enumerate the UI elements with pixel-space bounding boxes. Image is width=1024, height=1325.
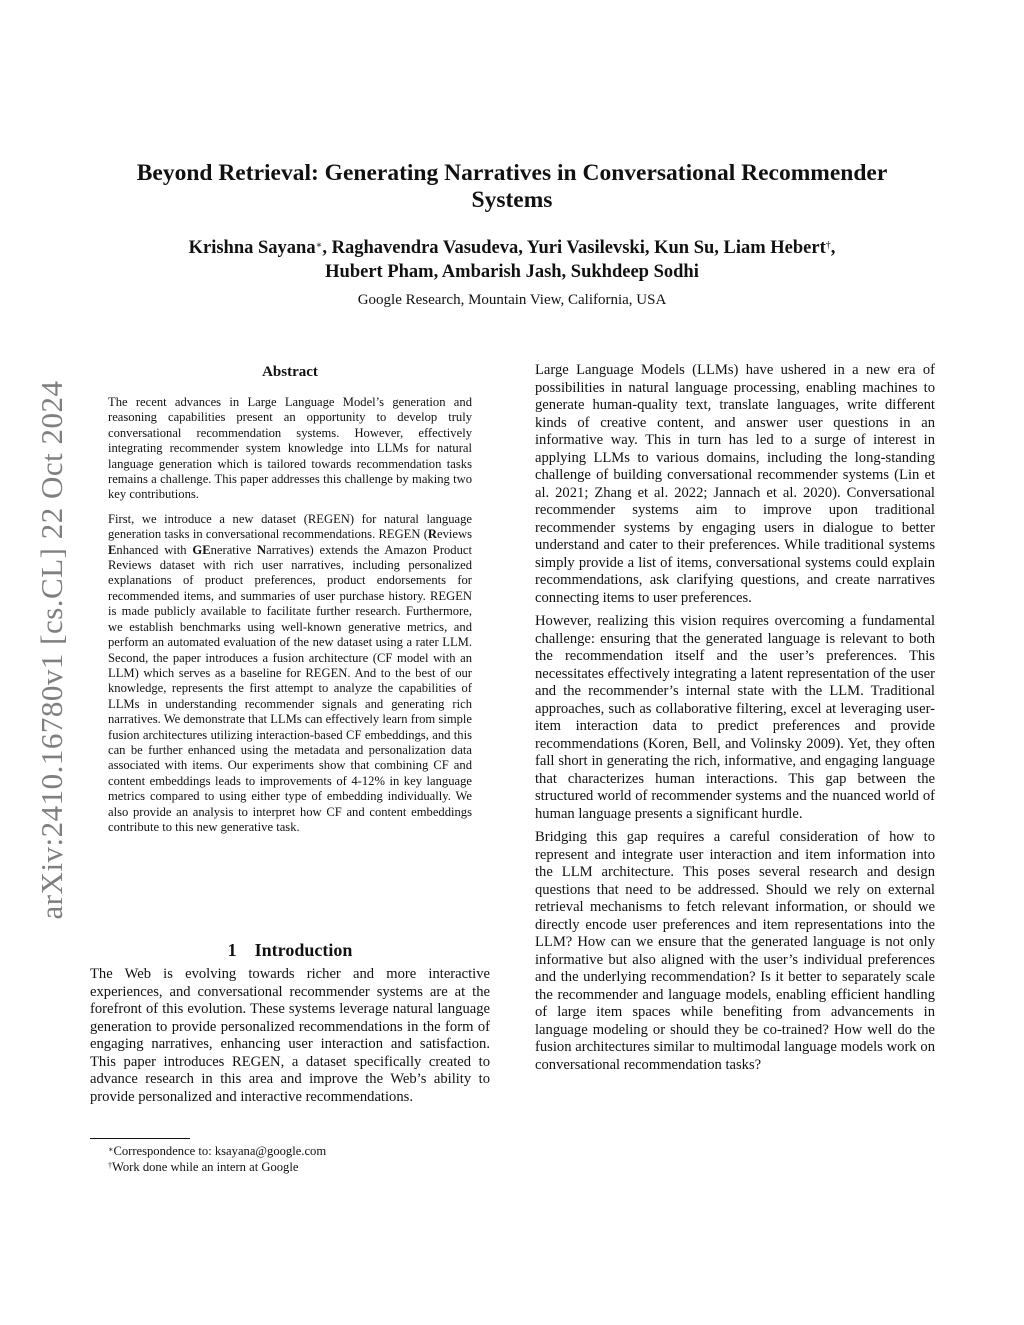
body-paragraph: Large Language Models (LLMs) have ushered in a new era of possibilities in natural language processing, enabling machines to generate human-quality text, translate languages, write different kinds of creative content, and answer user questions in an informative way. This in turn has led to a surge of interest in applying LLMs to various domains, including the long-standing challenge of building conversational recommender systems (Lin et al. 2021; Zhang et al. 2022; Jannach et al. 2020). Conversational recommender systems aim to improve upon traditional recommender systems by engaging users in dialogue to better understand and cater to their preferences. While traditional systems simply provide a list of items, conversational systems could explain recommendations, ask clarifying questions, and create narratives connecting items to user preferences.: [535, 362, 935, 606]
footnote-rule: [90, 1138, 190, 1139]
arxiv-watermark: arXiv:2410.16780v1 [cs.CL] 22 Oct 2024: [34, 380, 69, 920]
footnote-correspondence: ∗Correspondence to: ksayana@google.com: [108, 1144, 327, 1158]
body-paragraph: However, realizing this vision requires overcoming a fundamental challenge: ensuring that the generated language is relevant to both the recommendation itself and the user’s preferences. This necessitates effectively integrating a latent representation of the user and the recommender’s internal state with the LLM. Traditional approaches, such as collaborative filtering, excel at leveraging user-item interaction data to predict preferences and provide recommendations (Koren, Bell, and Volinsky 2009). Yet, they often fall short in generating the rich, informative, and engaging language that characterizes human interactions. This gap between the structured world of recommender systems and the nuanced world of human language presents a significant hurdle.: [535, 613, 935, 822]
author-names-line2: Hubert Pham, Ambarish Jash, Sukhdeep Sodhi: [325, 262, 699, 282]
author-list: [100, 236, 924, 284]
author-mark-correspondence: ∗: [315, 240, 323, 251]
section-number: 1: [227, 940, 237, 960]
body-paragraph: The Web is evolving towards richer and more interactive experiences, and conversational recommender systems are at the forefront of this evolution. These systems leverage natural language generation to provide personalized recommendations in the form of engaging narratives, enhancing user interaction and satisfaction. This paper introduces REGEN, a dataset specifically created to advance research in this area and improve the Web’s ability to provide personalized and interactive recommendations.: [90, 966, 490, 1105]
abstract-paragraph: The recent advances in Large Language Model’s generation and reasoning capabilities present an opportunity to develop truly conversational recommendation systems. However, effectively integrating recommender system knowledge into LLMs for natural language generation which is tailored towards recommendation tasks remains a challenge. This paper addresses this challenge by making two key contributions.: [108, 395, 472, 502]
footnotes: [108, 1143, 488, 1175]
footnote-intern: †Work done while an intern at Google: [108, 1160, 299, 1174]
abstract-paragraph: First, we introduce a new dataset (REGEN) for natural language generation tasks in conversational recommendations. REGEN (Reviews Enhanced with GEnerative Narratives) extends the Amazon Product Reviews dataset with rich user narratives, including personalized explanations of product preferences, product endorsements for recommended items, and summaries of user purchase history. REGEN is made publicly available to facilitate further research. Furthermore, we establish benchmarks using well-known generative metrics, and perform an automated evaluation of the new dataset using a rater LLM. Second, the paper introduces a fusion architecture (CF model with an LLM) which serves as a baseline for REGEN. And to the best of our knowledge, represents the first attempt to analyze the capabilities of LLMs in understanding recommender signals and generating rich narratives. We demonstrate that LLMs can effectively learn from simple fusion architectures utilizing interaction-based CF embeddings, and this can be further enhanced using the metadata and personalization data associated with items. Our experiments show that combining CF and content embeddings leads to improvements of 4-12% in key language metrics compared to using either type of embedding individually. We also provide an analysis to interpret how CF and content embeddings contribute to this new generative task.: [108, 511, 472, 834]
section-heading-introduction: [90, 940, 490, 961]
author-names: , Raghavendra Vasudeva, Yuri Vasilevski, Kun Su, Liam Hebert: [322, 238, 826, 258]
section-title: Introduction: [254, 940, 353, 960]
body-paragraph: Bridging this gap requires a careful consideration of how to represent and integrate user interaction and item information into the LLM architecture. This poses several research and design questions that need to be addressed. Should we rely on external retrieval mechanisms to fetch relevant information, or should we directly encode user preferences and item representations into the LLM? How can we ensure that the generated language is not only informative but also aligned with the user’s individual preferences and the underlying recommendation? Is it better to separately scale the recommender and language models, enabling efficient handling of large item spaces while benefiting from advancements in language modeling or should they be co-trained? How well do the fusion architectures similar to multimodal language models work on conversational recommendation tasks?: [535, 829, 935, 1073]
author-first: Krishna Sayana: [188, 238, 316, 258]
affiliation: Google Research, Mountain View, California, USA: [357, 292, 667, 308]
abstract-body: [108, 395, 472, 844]
paper-title: Beyond Retrieval: Generating Narratives in Conversational Recommender Systems: [136, 160, 888, 213]
author-mark-intern: †: [825, 240, 831, 251]
right-column: [535, 362, 935, 1080]
introduction-body: [90, 966, 490, 1106]
author-comma: ,: [830, 238, 836, 258]
abstract-heading: Abstract: [262, 364, 318, 380]
